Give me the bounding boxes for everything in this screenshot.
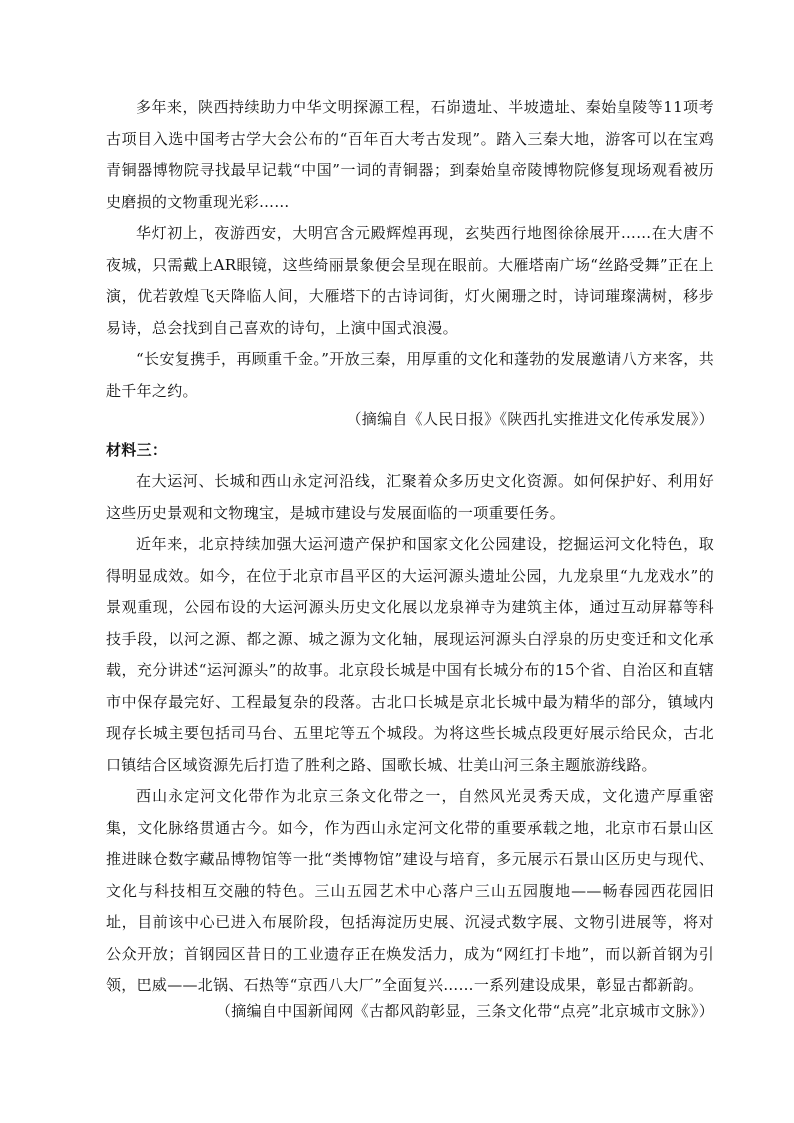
source-citation-china-news: （摘编自中国新闻网《古都风韵彰显，三条文化带“点亮”北京城市文脉》） [215, 1002, 714, 1020]
paragraph-grand-canal-great-wall: 近年来，北京持续加强大运河遗产保护和国家文化公园建设，挖掘运河文化特色，取得明显成效。如今，在位于北京市昌平区的大运河源头遗址公园，九龙泉里“九龙戏水”的景观重现，公园布设的大运河源头历史文化展以龙泉禅寺为建筑主体，通过互动屏幕等科技手段，以河之源、都之源、城之源为文化轴，展现运河源头白浮泉的历史变迁和文化承载，充分讲述“运河源头”的故事。北京段长城是中国有长城分布的15个省、自治区和直辖市中保存最完好、工程最复杂的段落。古北口长城是京北长城中最为精华的部分，镇域内现存长城主要包括司马台、五里坨等五个城段。为将这些长城点段更好展示给民众，古北口镇结合区域资源先后打造了胜利之路、国歌长城、壮美山河三条主题旅游线路。 [106, 535, 714, 774]
source-citation-people-daily: （摘编自《人民日报》《陕西扎实推进文化传承发展》） [346, 410, 714, 428]
material-three-heading: 材料三： [106, 441, 168, 459]
paragraph-shaanxi-archaeology: 多年来，陕西持续助力中华文明探源工程，石峁遗址、半坡遗址、秦始皇陵等11项考古项目入选中国考古学大会公布的“百年百大考古发现”。踏入三秦大地，游客可以在宝鸡青铜器博物院寻找最早记载“中国”一词的青铜器；到秦始皇帝陵博物院修复现场观看被历史磨损的文物重现光彩…… [106, 98, 714, 211]
paragraph-cultural-resources: 在大运河、长城和西山永定河沿线，汇聚着众多历史文化资源。如何保护好、利用好这些历史景观和文物瑰宝，是城市建设与发展面临的一项重要任务。 [106, 472, 714, 522]
paragraph-xishan-yongding-river: 西山永定河文化带作为北京三条文化带之一，自然风光灵秀天成，文化遗产厚重密集，文化脉络贯通古今。如今，作为西山永定河文化带的重要承载之地，北京市石景山区推进睐仓数字藏品博物馆等一批“类博物馆”建设与培育，多元展示石景山区历史与现代、文化与科技相互交融的特色。三山五园艺术中心落户三山五园腹地——畅春园西花园旧址，目前该中心已进入布展阶段，包括海淀历史展、沉浸式数字展、文物引进展等，将对公众开放；首钢园区昔日的工业遗存正在焕发活力，成为“网红打卡地”，而以新首钢为引领，巴威——北锅、石热等“京西八大厂”全面复兴……一系列建设成果，彰显古都新韵。 [106, 787, 714, 994]
paragraph-changan-invitation: “长安复携手，再顾重千金。”开放三秦，用厚重的文化和蓬勃的发展邀请八方来客，共赴千年之约。 [106, 350, 714, 400]
paragraph-xian-night-tour: 华灯初上，夜游西安，大明宫含元殿辉煌再现，玄奘西行地图徐徐展开……在大唐不夜城，只需戴上AR眼镜，这些绮丽景象便会呈现在眼前。大雁塔南广场“丝路受舞”正在上演，优若敦煌飞天降临人间，大雁塔下的古诗词街，灯火阑珊之时，诗词璀璨满树，移步易诗，总会找到自己喜欢的诗句，上演中国式浪漫。 [106, 224, 714, 337]
